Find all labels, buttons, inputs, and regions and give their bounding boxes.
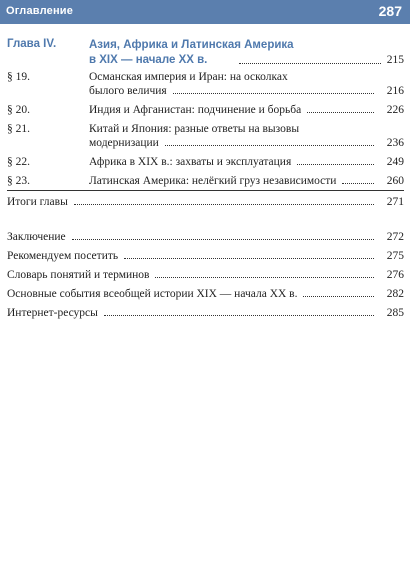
- chapter-title-line1: Азия, Африка и Латинская Америка: [89, 39, 294, 51]
- chapter-title-line2: в XIX — начале XX в.: [89, 54, 208, 66]
- leader-dots: [155, 277, 374, 278]
- chapter-entry[interactable]: [7, 38, 404, 68]
- chapter-label: Глава IV.: [7, 38, 57, 50]
- back-matter-page: 282: [386, 288, 404, 300]
- back-matter-entry[interactable]: [7, 287, 404, 301]
- back-matter-page: 285: [386, 307, 404, 319]
- paragraph-page: 236: [386, 137, 404, 149]
- back-matter-title: Словарь понятий и терминов: [7, 269, 150, 281]
- back-matter-page: 275: [386, 250, 404, 262]
- summary-entry[interactable]: [7, 195, 404, 209]
- paragraph-title-line1: Латинская Америка: нелёгкий груз независимости: [89, 175, 337, 187]
- paragraph-page: 249: [386, 156, 404, 168]
- paragraph-number: § 21.: [7, 123, 30, 135]
- paragraph-number: § 22.: [7, 156, 30, 168]
- paragraph-title-line2: былого величия: [89, 85, 167, 97]
- paragraph-title-line1: Китай и Япония: разные ответы на вызовы: [89, 123, 300, 135]
- leader-dots: [303, 296, 374, 297]
- back-matter-entry[interactable]: [7, 249, 404, 263]
- page-header: [0, 0, 410, 24]
- paragraph-title-line1: Африка в XIX в.: захваты и эксплуатация: [89, 156, 292, 168]
- leader-dots: [165, 145, 374, 146]
- leader-dots: [104, 315, 374, 316]
- summary-page: 271: [386, 196, 404, 208]
- paragraph-entry-19[interactable]: [7, 70, 404, 98]
- section-label: Оглавление: [6, 5, 74, 17]
- paragraph-title-line2: модернизации: [89, 137, 159, 149]
- leader-dots: [307, 112, 374, 113]
- back-matter-title: Рекомендуем посетить: [7, 250, 119, 262]
- leader-dots: [74, 204, 374, 205]
- back-matter-title: Основные события всеобщей истории XIX — начала XX в.: [7, 288, 298, 300]
- paragraph-page: 216: [386, 85, 404, 97]
- back-matter-title: Заключение: [7, 231, 66, 243]
- leader-dots: [72, 239, 374, 240]
- summary-title: Итоги главы: [7, 196, 68, 208]
- leader-dots: [297, 164, 374, 165]
- back-matter-page: 276: [386, 269, 404, 281]
- paragraph-entry-20[interactable]: [7, 103, 404, 117]
- chapter-page-row: [237, 53, 404, 68]
- back-matter-page: 272: [386, 231, 404, 243]
- paragraph-page: 226: [386, 104, 404, 116]
- paragraph-number: § 23.: [7, 175, 30, 187]
- paragraph-entry-22[interactable]: [7, 155, 404, 169]
- paragraph-entry-21[interactable]: [7, 122, 404, 150]
- paragraph-entry-23[interactable]: [7, 174, 404, 188]
- paragraph-title-line1: Османская империя и Иран: на осколках: [89, 71, 288, 83]
- back-matter-entry[interactable]: [7, 230, 404, 244]
- paragraph-number: § 20.: [7, 104, 30, 116]
- paragraph-page: 260: [386, 175, 404, 187]
- chapter-page: 215: [386, 54, 404, 66]
- leader-dots: [342, 183, 374, 184]
- paragraph-title-line1: Индия и Афганистан: подчинение и борьба: [89, 104, 302, 116]
- back-matter-entry[interactable]: [7, 268, 404, 282]
- leader-dots: [239, 63, 381, 64]
- page-number: 287: [378, 3, 402, 19]
- divider: [7, 190, 404, 191]
- back-matter-entry[interactable]: [7, 306, 404, 320]
- table-of-contents: [7, 38, 404, 325]
- leader-dots: [124, 258, 374, 259]
- leader-dots: [173, 93, 374, 94]
- paragraph-number: § 19.: [7, 71, 30, 83]
- back-matter-title: Интернет-ресурсы: [7, 307, 98, 319]
